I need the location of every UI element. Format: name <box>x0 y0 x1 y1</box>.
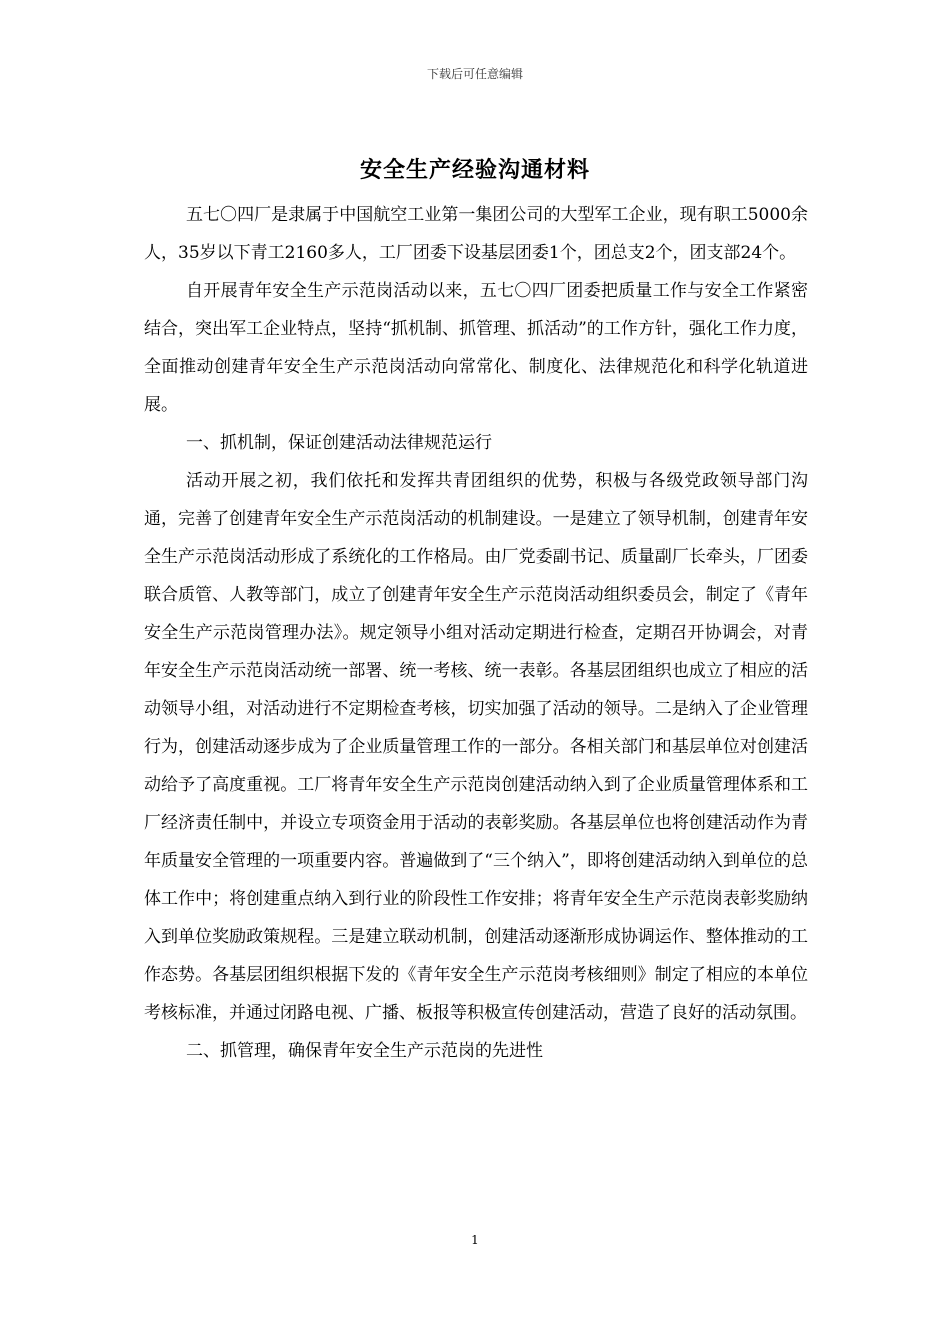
section-heading-1: 一、抓机制，保证创建活动法律规范运行 <box>186 433 492 453</box>
header-note: 下载后可任意编辑 <box>426 67 523 81</box>
section-heading-2: 二、抓管理，确保青年安全生产示范岗的先进性 <box>186 1041 543 1061</box>
paragraph-mechanism: 活动开展之初，我们依托和发挥共青团组织的优势，积极与各级党政领导部门沟通，完善了创建青年安全生产示范岗活动的机制建设。一是建立了领导机制，创建青年安全生产示范岗活动形成了系统化的工作格局。由厂党委副书记、质量副厂长牵头，厂团委联合质管、人教等部门，成立了创建青年安全生产示范岗活动组织委员会，制定了《青年安全生产示范岗管理办法》。规定领导小组对活动定期进行检查，定期召开协调会，对青年安全生产示范岗活动统一部署、统一考核、统一表彰。各基层团组织也成立了相应的活动领导小组，对活动进行不定期检查考核，切实加强了活动的领导。二是纳入了企业管理行为，创建活动逐步成为了企业质量管理工作的一部分。各相关部门和基层单位对创建活动给予了高度重视。工厂将青年安全生产示范岗创建活动纳入到了企业质量管理体系和工厂经济责任制中，并设立专项资金用于活动的表彰奖励。各基层单位也将创建活动作为青年质量安全管理的一项重要内容。普遍做到了“三个纳入”，即将创建活动纳入到单位的总体工作中；将创建重点纳入到行业的阶段性工作安排；将青年安全生产示范岗表彰奖励纳入到单位奖励政策规程。三是建立联动机制，创建活动逐渐形成协调运作、整体推动的工作态势。各基层团组织根据下发的《青年安全生产示范岗考核细则》制定了相应的本单位考核标准，并通过闭路电视、广播、板报等积极宣传创建活动，营造了良好的活动氛围。 <box>144 471 808 1023</box>
paragraph-intro: 五七〇四厂是隶属于中国航空工业第一集团公司的大型军工企业，现有职工5000余人，35岁以下青工2160多人，工厂团委下设基层团委1个，团总支2个，团支部24个。 <box>144 205 808 263</box>
paragraph-overview: 自开展青年安全生产示范岗活动以来，五七〇四厂团委把质量工作与安全工作紧密结合，突出军工企业特点，坚持“抓机制、抓管理、抓活动”的工作方针，强化工作力度，全面推动创建青年安全生产示范岗活动向常常化、制度化、法律规范化和科学化轨道进展。 <box>144 281 808 415</box>
page-number: 1 <box>471 1233 479 1247</box>
document-title: 安全生产经验沟通材料 <box>359 157 590 183</box>
document-body <box>144 196 808 1070</box>
